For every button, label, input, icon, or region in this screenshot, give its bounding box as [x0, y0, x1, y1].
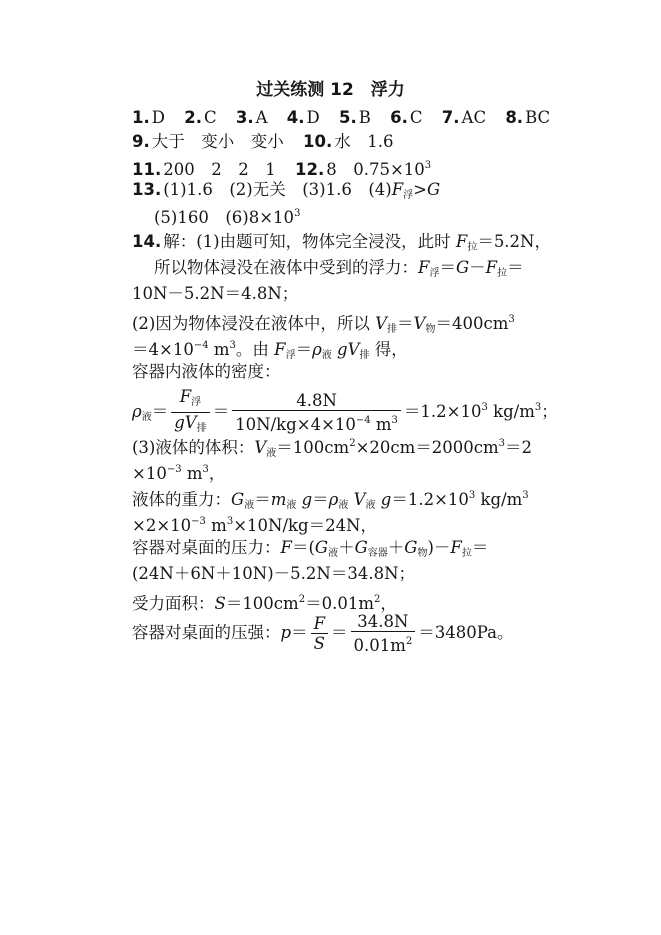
- fraction-values: $\frac{4.8N}{10N/kg\times 4\times 10^{-4} m^3}$: [232, 391, 401, 434]
- q14-line-14: 受力面积：$S=100cm^2=0.01m^2$，: [132, 594, 397, 613]
- answer-11: 11. 200 2 2 1: [132, 160, 276, 179]
- answer-13-cont: (5)160 $(6)8\times 10^3$: [154, 208, 301, 227]
- q14-line-4: (2)因为物体浸没在液体中，所以 $V_排=V_物=400cm^3$: [132, 314, 515, 335]
- answer-3: 3. A: [235, 108, 268, 127]
- q14-line-9: $\times 10^{-3}$ $m^3$，: [132, 464, 226, 483]
- q14-line-10: 液体的重力：$G_液=m_液$ $g=\rho_液$ $V_液$ $g=1.2\times 10^3$ $kg/m^3$: [132, 490, 529, 511]
- answer-1: 1. D: [132, 108, 165, 127]
- fraction-f-over-s: $\frac{F}{S}$: [311, 614, 328, 653]
- q14-density-formula: $\rho_液=$ $\frac{F_浮}{gV_排}$ ＝ $\frac{4.8N}{10N/kg\times 4\times 10^{-4} m^3}$ $=1.2\times 10^3$ $kg/m^3$；: [132, 387, 558, 438]
- q14-line-11: $\times 2\times 10^{-3}$ $m^3\times 10N/kg=24N$，: [132, 516, 377, 535]
- fraction-pressure-values: $\frac{34.8N}{0.01m^2}$: [351, 612, 416, 655]
- q14-line-6: 容器内液体的密度：: [132, 362, 281, 381]
- answer-13: 13. (1)1.6 (2)无关 (3)1.6 $(4)F_浮>G$: [132, 180, 441, 201]
- answer-8: 8. BC: [505, 108, 551, 127]
- q14-line-3: 10N－5.2N＝4.8N；: [132, 284, 299, 303]
- q14-line-12: 容器对桌面的压力：$F=(G_液+G_{容器}+G_物)-F_拉=$: [132, 538, 489, 559]
- answer-row-3: [132, 156, 431, 180]
- fraction-formula: $\frac{F_浮}{gV_排}$: [171, 387, 209, 438]
- q14-line-5: $=4\times 10^{-4}$ $m^3$。由 $F_浮=\rho_液$ $gV_排$ 得，: [132, 340, 408, 361]
- answer-5: 5. B: [339, 108, 371, 127]
- q14-pressure-formula: 容器对桌面的压强：p＝ $\frac{F}{S}$ ＝ $\frac{34.8N}{0.01m^2}$ ＝3480Pa。: [132, 612, 514, 655]
- answer-7: 7. AC: [441, 108, 487, 127]
- answer-2: 2. C: [184, 108, 217, 127]
- answer-6: 6. C: [390, 108, 423, 127]
- page-title: 过关练测 12 浮力: [256, 80, 405, 100]
- answer-10: 10. 水 1.6: [303, 132, 394, 151]
- answer-12: 12. 8 $0.75\times 10^3$: [294, 160, 432, 179]
- answer-9: 9. 大于 变小 变小: [132, 132, 284, 151]
- answer-row-2: [132, 132, 393, 152]
- q14-line-13: (24N＋6N＋10N)－5.2N＝34.8N；: [132, 564, 416, 583]
- q14-line-2: 所以物体浸没在液体中受到的浮力：$F_浮=G-F_拉=$: [154, 258, 524, 279]
- answer-4: 4. D: [286, 108, 320, 127]
- answer-row-1: [132, 108, 550, 128]
- q14-line-8: (3)液体的体积：$V_液=100cm^2\times 20cm=2000cm^3=2$: [132, 438, 533, 459]
- q14-line-1: 14. 解：(1)由题可知，物体完全浸没，此时 $F_拉=5.2N$，: [132, 232, 551, 253]
